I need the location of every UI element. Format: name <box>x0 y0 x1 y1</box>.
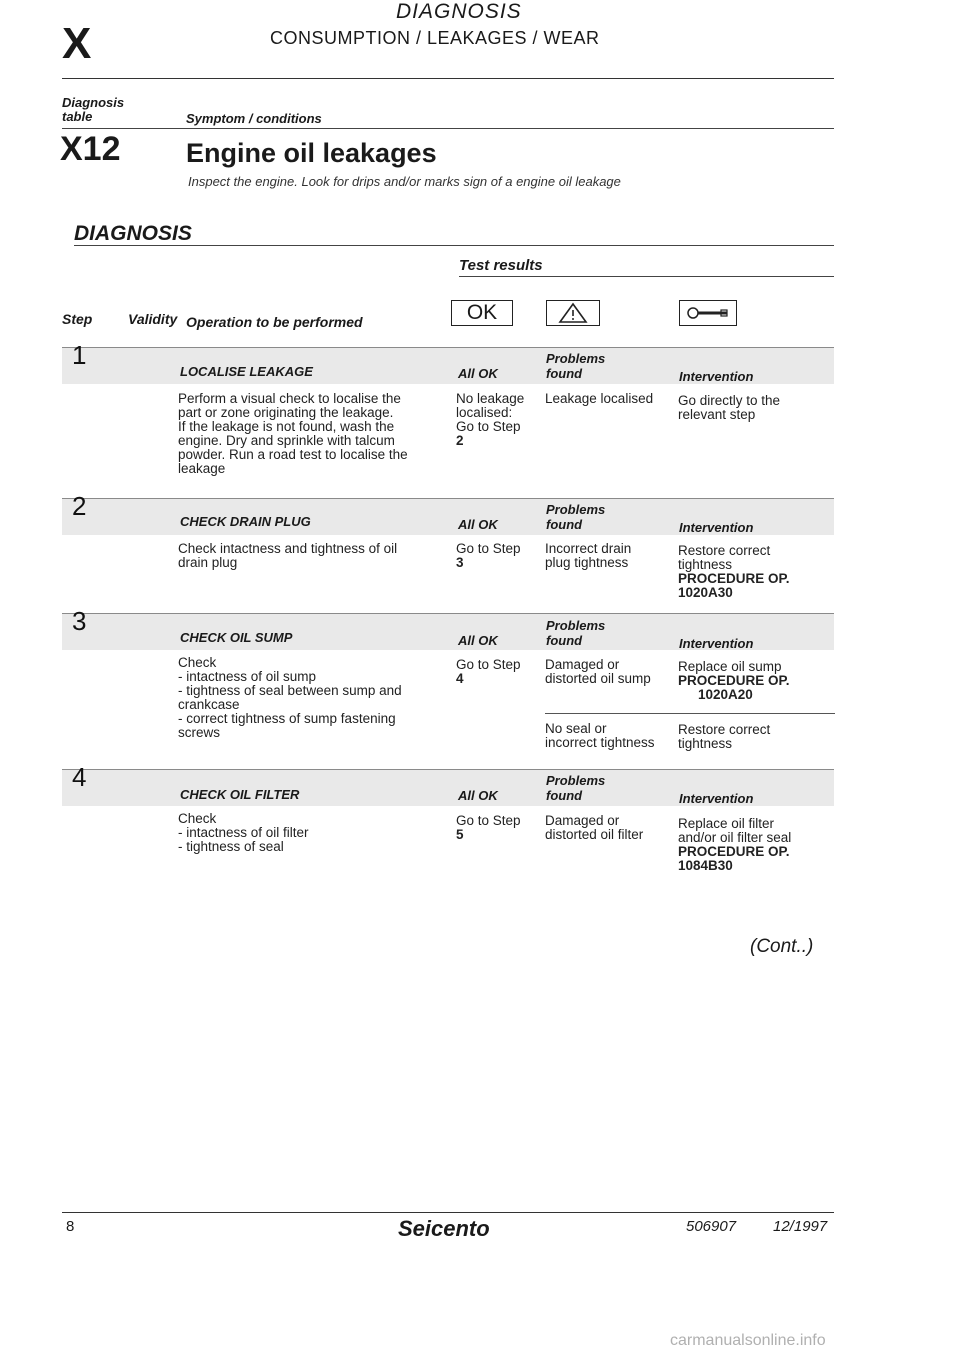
test-results-label: Test results <box>459 257 543 274</box>
text-line: - correct tightness of sump fastening <box>178 711 396 726</box>
problem-text <box>545 722 655 750</box>
text-line: Check intactness and tightness of oil <box>178 541 398 556</box>
problem-text <box>545 392 653 406</box>
diagnosis-rule <box>74 245 834 246</box>
header-rule <box>62 78 834 79</box>
problems-found-label <box>546 351 605 381</box>
text-line: crankcase <box>178 697 240 712</box>
text-line: relevant step <box>678 407 756 422</box>
problems-found-label <box>546 773 605 803</box>
text-line: - tightness of seal <box>178 839 284 854</box>
all-ok-result <box>456 542 521 570</box>
column-validity: Validity <box>128 311 178 327</box>
ok-icon <box>451 300 513 326</box>
procedure-code: 1020A30 <box>678 585 733 600</box>
intervention-text <box>678 394 780 422</box>
column-step: Step <box>62 311 93 327</box>
text-line: drain plug <box>178 555 238 570</box>
text-line: Damaged or <box>545 657 620 672</box>
problems-label: Problems <box>546 351 606 366</box>
table-title: Engine oil leakages <box>186 138 437 168</box>
all-ok-result <box>456 814 521 842</box>
procedure-code: 1020A20 <box>698 687 753 702</box>
intervention-label: Intervention <box>679 636 754 651</box>
intervention-label: Intervention <box>679 791 754 806</box>
text-line: Replace oil filter <box>678 816 775 831</box>
text-line: If the leakage is not found, wash the <box>178 419 395 434</box>
text-line: Go to Step <box>456 813 521 828</box>
text-line: Perform a visual check to localise the <box>178 391 401 406</box>
text-line: Leakage localised <box>545 391 654 406</box>
table-subtitle: Inspect the engine. Look for drips and/or marks sign of a engine oil leakage <box>188 174 621 189</box>
header-title: CONSUMPTION / LEAKAGES / WEAR <box>270 28 600 48</box>
text-line: - intactness of oil sump <box>178 669 317 684</box>
table-code: X12 <box>60 130 121 168</box>
procedure-ref: PROCEDURE OP. <box>678 673 790 688</box>
text-line: part or zone originating the leakage. <box>178 405 394 420</box>
text-line: distorted oil filter <box>545 827 644 842</box>
intervention-label: Intervention <box>679 369 754 384</box>
document-date: 12/1997 <box>773 1218 828 1235</box>
found-label: found <box>546 633 583 648</box>
text-line: distorted oil sump <box>545 671 651 686</box>
step-number: 4 <box>72 762 87 792</box>
problems-label: Problems <box>546 773 606 788</box>
goto-step-number: 2 <box>456 433 464 448</box>
all-ok-result <box>456 392 524 448</box>
intervention-text <box>678 723 770 751</box>
text-line: tightness <box>678 736 733 751</box>
operation-text <box>178 542 397 570</box>
step-title: LOCALISE LEAKAGE <box>180 364 313 379</box>
problems-found-label <box>546 618 605 648</box>
warning-triangle-icon <box>546 300 600 326</box>
section-letter: X <box>62 19 92 68</box>
text-line: Check <box>178 811 217 826</box>
text-line: localised: <box>456 405 513 420</box>
problem-text <box>545 542 631 570</box>
text-line: tightness <box>678 557 733 572</box>
problems-label: Problems <box>546 618 606 633</box>
operation-text <box>178 812 309 854</box>
table-meta-rule <box>62 128 834 129</box>
all-ok-label: All OK <box>458 517 498 532</box>
all-ok-label: All OK <box>458 366 498 381</box>
problem-text <box>545 658 651 686</box>
text-line: No leakage <box>456 391 525 406</box>
text-line: engine. Dry and sprinkle with talcum <box>178 433 395 448</box>
operation-text <box>178 392 408 476</box>
operation-text <box>178 656 402 740</box>
found-label: found <box>546 788 583 803</box>
step-number: 2 <box>72 491 87 521</box>
step-title: CHECK DRAIN PLUG <box>180 514 311 529</box>
text-line: Go to Step <box>456 541 521 556</box>
intervention-text <box>678 544 790 600</box>
wrench-icon <box>679 300 737 326</box>
problem-separator <box>545 713 835 714</box>
text-line: incorrect tightness <box>545 735 655 750</box>
all-ok-result <box>456 658 521 686</box>
text-line: Restore correct <box>678 543 771 558</box>
step-title: CHECK OIL SUMP <box>180 630 293 645</box>
table-label <box>62 96 124 124</box>
text-line: Incorrect drain <box>545 541 632 556</box>
intervention-text <box>678 660 790 702</box>
text-line: screws <box>178 725 221 740</box>
text-line: Go to Step <box>456 419 521 434</box>
intervention-text <box>678 817 791 873</box>
column-operation: Operation to be performed <box>186 314 363 330</box>
step-band-2 <box>62 491 834 535</box>
text-line: plug tightness <box>545 555 629 570</box>
all-ok-label: All OK <box>458 633 498 648</box>
goto-step-number: 5 <box>456 827 464 842</box>
step-number: 1 <box>72 340 87 370</box>
text-line: powder. Run a road test to localise the <box>178 447 408 462</box>
page-number: 8 <box>66 1218 75 1235</box>
procedure-ref: PROCEDURE OP. <box>678 571 790 586</box>
ok-icon-label: OK <box>466 301 498 324</box>
text-line: Check <box>178 655 217 670</box>
found-label: found <box>546 517 583 532</box>
document-code: 506907 <box>686 1218 737 1235</box>
goto-step-number: 4 <box>456 671 464 686</box>
step-band-4 <box>62 762 834 806</box>
problems-found-label <box>546 502 605 532</box>
header-category: DIAGNOSIS <box>396 0 522 23</box>
step-title: CHECK OIL FILTER <box>180 787 300 802</box>
text-line: and/or oil filter seal <box>678 830 792 845</box>
text-line: Replace oil sump <box>678 659 782 674</box>
problems-label: Problems <box>546 502 606 517</box>
intervention-label: Intervention <box>679 520 754 535</box>
symptom-label: Symptom / conditions <box>186 111 322 126</box>
goto-step-number: 3 <box>456 555 464 570</box>
table-label-line2: table <box>62 109 93 124</box>
all-ok-label: All OK <box>458 788 498 803</box>
footer-rule <box>62 1212 834 1213</box>
text-line: Go to Step <box>456 657 521 672</box>
table-label-line1: Diagnosis <box>62 95 125 110</box>
text-line: No seal or <box>545 721 607 736</box>
step-band-3 <box>62 606 834 651</box>
text-line: Restore correct <box>678 722 771 737</box>
diagnosis-title: DIAGNOSIS <box>74 222 192 245</box>
step-band-1 <box>62 340 834 384</box>
found-label: found <box>546 366 583 381</box>
text-line: Damaged or <box>545 813 620 828</box>
continued-label: (Cont..) <box>750 936 814 957</box>
step-number: 3 <box>72 606 87 636</box>
text-line: - intactness of oil filter <box>178 825 309 840</box>
text-line: - tightness of seal between sump and <box>178 683 402 698</box>
brand-logo: Seicento <box>398 1216 490 1241</box>
text-line: Go directly to the <box>678 393 781 408</box>
watermark: carmanualsonline.info <box>670 1332 826 1349</box>
test-results-rule <box>459 276 834 277</box>
procedure-ref: PROCEDURE OP. <box>678 844 790 859</box>
procedure-code: 1084B30 <box>678 858 733 873</box>
text-line: leakage <box>178 461 226 476</box>
problem-text <box>545 814 643 842</box>
